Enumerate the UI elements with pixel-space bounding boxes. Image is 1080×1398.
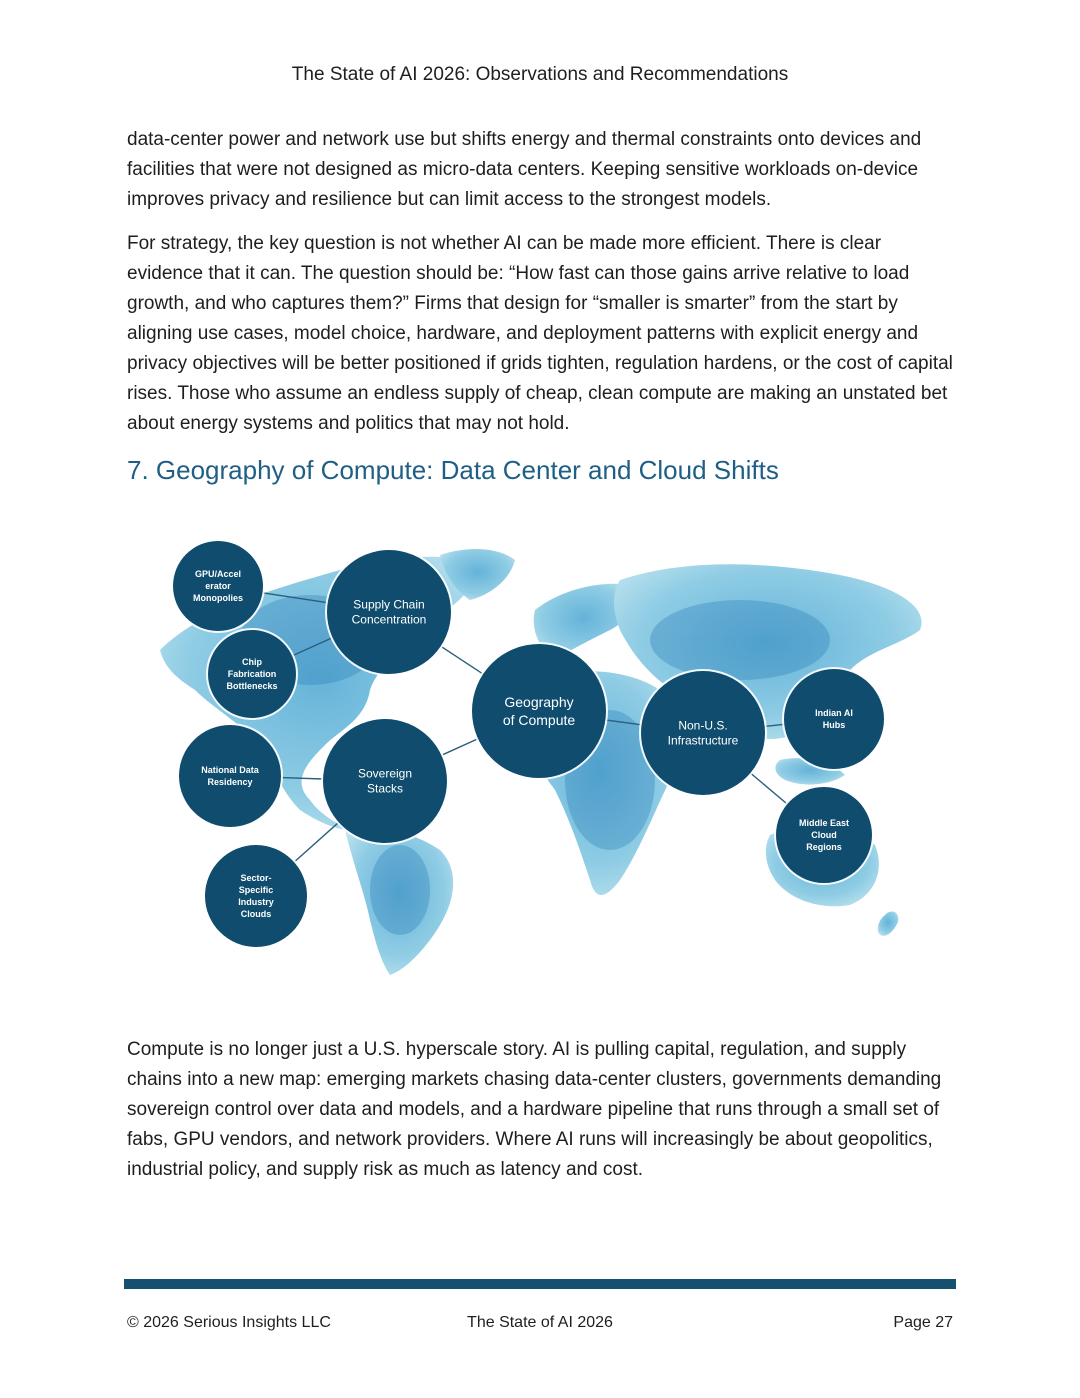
node-circle xyxy=(784,669,884,769)
connector-sovereign-to-center xyxy=(441,739,478,756)
node-label-line: Monopolies xyxy=(193,593,243,604)
connector-sector-clouds-to-sovereign xyxy=(294,822,339,862)
node-label-line: Supply Chain xyxy=(353,597,425,612)
node-center xyxy=(470,642,608,780)
paragraph-energy-devices: data-center power and network use but shifts energy and thermal constraints onto devices and facilities that were not designed as micro-data centers. Keeping sensitive workloads on-device improves privacy and resilience but can limit access to the strongest models. xyxy=(127,129,922,210)
node-gpu-monopolies xyxy=(171,539,265,633)
node-label-line: of Compute xyxy=(502,711,576,728)
footer-rule xyxy=(124,1279,956,1289)
node-label-line: Middle East xyxy=(798,818,850,829)
node-label-line: Stacks xyxy=(366,781,404,796)
running-header: The State of AI 2026: Observations and Recommendations xyxy=(291,64,789,85)
footer-copyright: © 2026 Serious Insights LLC xyxy=(127,1314,331,1331)
node-label-line: Residency xyxy=(207,777,253,788)
node-chip-fab xyxy=(206,628,298,720)
node-label-line: Indian AI xyxy=(815,708,853,719)
node-sector-clouds xyxy=(203,843,309,949)
node-label-line: Concentration xyxy=(351,612,427,627)
node-circle xyxy=(179,725,281,827)
world-map-svg xyxy=(140,530,940,980)
footer-page-number: Page 27 xyxy=(893,1314,953,1331)
node-label-line: Clouds xyxy=(240,909,272,920)
node-label-line: Bottlenecks xyxy=(226,681,278,692)
node-label-line: Geography xyxy=(504,693,574,710)
node-label-line: National Data xyxy=(201,765,259,776)
node-non-us xyxy=(639,669,767,797)
paragraph-compute-map: Compute is no longer just a U.S. hyperscale story. AI is pulling capital, regulation, and supply chains into a new map: emerging markets chasing data-center clusters, governments demanding sovereign control over data and models, and a hardware pipeline that runs through a small set of fabs, GPU vendors, and network providers. Where AI runs will increasingly be about geopolitics, industrial policy, and supply risk as much as latency and cost. xyxy=(127,1039,942,1180)
section-heading: 7. Geography of Compute: Data Center and Cloud Shifts xyxy=(127,455,779,485)
node-indian-hubs xyxy=(782,667,886,771)
node-sovereign xyxy=(321,717,449,845)
node-label-line: Specific xyxy=(238,885,274,896)
node-label-line: Fabrication xyxy=(227,669,277,680)
node-supply-chain xyxy=(325,548,453,676)
node-label-line: Hubs xyxy=(822,720,846,731)
geography-of-compute-diagram xyxy=(140,530,940,980)
node-data-residency xyxy=(177,723,283,829)
node-label-line: Sector- xyxy=(240,873,272,884)
node-label-line: Regions xyxy=(806,842,842,853)
node-label-line: Non-U.S. xyxy=(678,718,728,733)
node-label-line: GPU/Accel xyxy=(194,569,242,580)
footer-report-title: The State of AI 2026 xyxy=(467,1314,613,1331)
node-label-line: Sovereign xyxy=(357,766,413,781)
node-label-line: Industry xyxy=(238,897,274,908)
node-label-line: erator xyxy=(205,581,231,592)
paragraph-strategy: For strategy, the key question is not whether AI can be made more efficient. There is clear evidence that it can. The question should be: “How fast can those gains arrive relative to load growth, and who captures them?” Firms that design for “smaller is smarter” from the start by aligning use cases, model choice, hardware, and deployment patterns with explicit energy and privacy objectives will be better positioned if grids tighten, regulation hardens, or the cost of capital rises. Those who assume an endless supply of cheap, clean compute are making an unstated bet about energy systems and politics that may not hold. xyxy=(127,233,953,434)
node-circle xyxy=(205,845,307,947)
node-label-line: Chip xyxy=(242,657,262,668)
node-label-line: Infrastructure xyxy=(667,733,739,748)
connector-supply-chain-to-center xyxy=(441,646,483,674)
node-label-line: Cloud xyxy=(811,830,837,841)
node-middle-east xyxy=(774,785,874,885)
